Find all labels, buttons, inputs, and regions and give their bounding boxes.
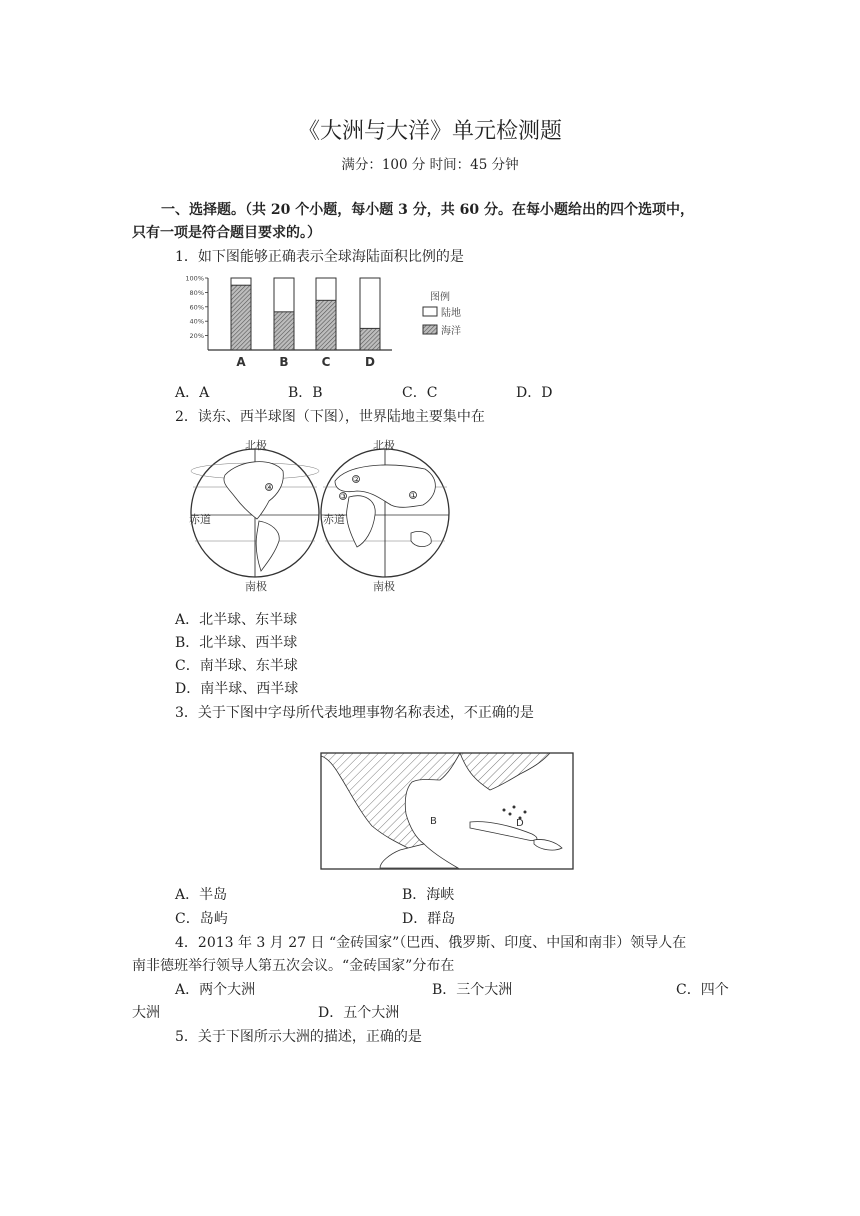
marker-1: ① [410, 491, 418, 500]
q3-stem: 3．关于下图中字母所代表地理事物名称表述，不正确的是 [175, 705, 534, 721]
q1-option-b: B．B [288, 385, 323, 401]
gulf-of-mexico-map [320, 752, 575, 872]
category-label-b: B [279, 355, 289, 369]
q2-option-b: B．北半球、西半球 [175, 635, 298, 651]
section-heading-line1: 一、选择题。（共 20 个小题，每小题 3 分，共 60 分。在每小题给出的四个选项中， [161, 202, 694, 218]
label-south-pole-west: 南极 [245, 580, 267, 593]
hemispheres-map [185, 435, 475, 595]
page-subtitle: 满分：100 分 时间：45 分钟 [341, 157, 519, 173]
land-sea-bar-chart [180, 270, 510, 375]
label-north-pole-east: 北极 [373, 439, 395, 452]
q4-option-a: A．两个大洲 [175, 982, 256, 998]
category-label-a: A [236, 355, 246, 369]
bar-sea-c [316, 300, 336, 350]
bar-sea-d [360, 328, 380, 350]
map-letter-d: D [516, 818, 524, 829]
bar-sea-b [274, 312, 294, 350]
map-letter-b: B [430, 816, 437, 827]
q1-option-d: D．D [516, 385, 553, 401]
category-labels [236, 355, 375, 369]
label-equator-west: 赤道 [189, 513, 211, 526]
q5-stem: 5．关于下图所示大洲的描述，正确的是 [175, 1029, 422, 1045]
q1-option-c: C．C [402, 385, 438, 401]
q1-option-a: A．A [175, 385, 210, 401]
category-label-c: C [321, 355, 331, 369]
page-title: 《大洲与大洋》单元检测题 [297, 119, 562, 144]
q3-option-c: C．岛屿 [175, 911, 228, 927]
legend-label-land: 陆地 [441, 308, 461, 319]
q2-option-d: D．南半球、西半球 [175, 681, 299, 697]
q2-option-c: C．南半球、东半球 [175, 658, 298, 674]
y-tick-label: 40% [189, 317, 204, 326]
y-tick-label: 60% [189, 303, 204, 312]
q4-stem: 4．2013 年 3 月 27 日 “金砖国家”（巴西、俄罗斯、印度、中国和南非）领导人在 [175, 935, 687, 951]
q4-option-c: C．四个 [676, 982, 729, 998]
legend-label-sea: 海洋 [441, 326, 461, 337]
q4-stem-cont: 南非德班举行领导人第五次会议。“金砖国家”分布在 [132, 958, 455, 974]
legend-title: 图例 [430, 292, 450, 303]
marker-2: ② [353, 475, 361, 484]
category-label-d: D [365, 355, 375, 369]
label-south-pole-east: 南极 [373, 580, 395, 593]
q2-option-a: A．北半球、东半球 [175, 612, 298, 628]
q3-option-a: A．半岛 [175, 887, 228, 903]
q1-stem: 1．如下图能够正确表示全球海陆面积比例的是 [175, 249, 464, 265]
bar-sea-a [231, 285, 251, 350]
y-tick-label: 20% [189, 332, 204, 341]
q4-option-d: D．五个大洲 [318, 1005, 400, 1021]
q2-stem: 2．读东、西半球图（下图），世界陆地主要集中在 [175, 409, 485, 425]
label-north-pole-west: 北极 [245, 439, 267, 452]
q3-option-d: D．群岛 [402, 911, 456, 927]
q3-option-b: B．海峡 [402, 887, 455, 903]
label-equator-east: 赤道 [323, 513, 345, 526]
y-axis-ticks [185, 275, 208, 341]
legend-swatch-land [423, 307, 437, 316]
legend-swatch-sea [423, 325, 437, 334]
marker-3: ③ [340, 492, 348, 501]
y-tick-label: 100% [185, 274, 204, 283]
section-heading-line2: 只有一项是符合题目要求的。） [132, 225, 321, 241]
marker-4: ④ [266, 483, 274, 492]
q4-option-c-wrap: 大洲 [132, 1005, 160, 1021]
bars [231, 278, 380, 350]
q4-option-b: B．三个大洲 [432, 982, 513, 998]
y-tick-label: 80% [189, 288, 204, 297]
